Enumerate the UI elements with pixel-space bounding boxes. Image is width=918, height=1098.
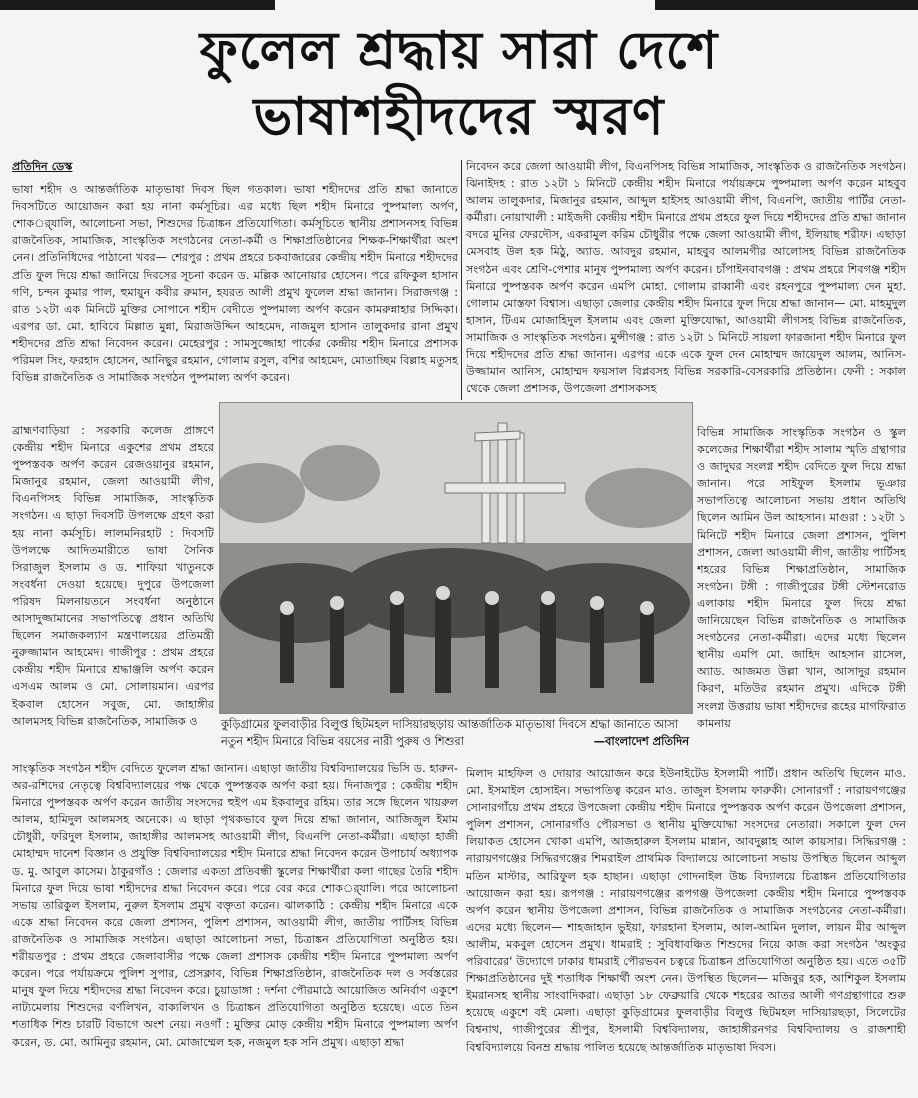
- photo-credit: —বাংলাদেশ প্রতিদিন: [593, 734, 689, 748]
- article-text-1: ভাষা শহীদ ও আন্তর্জাতিক মাতৃভাষা দিবস ছিল গতকাল। ভাষা শহীদদের প্রতি শ্রদ্ধা জানাতে দিবসটিতে আয়োজন করা হয় নানা কর্মসূচির। এর মধ্যে ছিল শহীদ মিনারে পুষ্পমাল্য অর্পণ, শোকর্‍্যালি, আলোচনা সভা, শিশুদের চিত্রাঙ্কন প্রতিযোগিতা। কর্মসূচিতে স্থানীয় প্রশাসনসহ বিভিন্ন রাজনৈতিক, সামাজিক, সাংস্কৃতিক সংগঠনের নেতা-কর্মী ও শিক্ষাপ্রতিষ্ঠানের শিক্ষক-শিক্ষার্থীরা অংশ নেন। প্রতিনিধিদের পাঠানো খবর— শেরপুর : প্রথম প্রহরে চকবাজারের কেন্দ্রীয় শহীদ মিনারে শহীদদের প্রতি ফুল দিয়ে শ্রদ্ধা জানিয়ে দিবসের সূচনা করেন ড. মল্লিক আনোয়ার হোসেন। পরে রফিকুল হাসান গণি, চন্দন কুমার পাল, হুমায়ুন কবীর রুমান, হযরত আলী প্রমুখ ফুলেল শ্রদ্ধা জানান। সিরাজগঞ্জ : রাত ১২টা এক মিনিটে মুক্তির সোপানে শহীদ বেদীতে পুষ্পমাল্য অর্পণ করেন কামরুন্নাহার সিদ্দিকা। এরপর ডা. মো. হাবিবে মিল্লাত মুন্না, মিরাজউদ্দিন আহমেদ, নাজমুল হাসান তালুকদার রানা প্রমুখ শহীদদের প্রতি শ্রদ্ধা নিবেদন করেন। মেহেরপুর : সামসুজ্জোহা পার্কের কেন্দ্রীয় শহীদ মিনারে প্রশাসক পরিমল সিং, ফরহাদ হোসেন, আনিছুর রহমান, গোলাম রসুল, বশির আহমেদ, মোতাচ্ছিম বিল্লাহ মতুসহ বিভিন্ন রাজনৈতিক ও সামাজিক সংগঠন পুষ্পমাল্য অর্পণ করেন।: [12, 183, 458, 385]
- article-column-left-bottom: [12, 760, 458, 1098]
- column-divider: [461, 160, 462, 400]
- article-column-right-bottom: [466, 765, 906, 1098]
- top-rule: [0, 0, 918, 14]
- photo-caption: [221, 716, 689, 750]
- news-photo: [219, 402, 693, 714]
- headline-line-1: ফুলেল শ্রদ্ধায় সারা দেশে: [199, 21, 719, 81]
- article-text-3: সাংস্কৃতিক সংগঠন শহীদ বেদিতে ফুলেল শ্রদ্ধা জানান। এছাড়া জাতীয় বিশ্ববিদ্যালয়ের ভিসি ড. হারুন-অর-রশিদের নেতৃত্বে বিশ্ববিদ্যালয়ের পক্ষ থেকে পুষ্পস্তবক অর্পণ করা হয়। দিনাজপুর : কেন্দ্রীয় শহীদ মিনারে পুষ্পস্তবক অর্পণ করেন জাতীয় সংসদের হুইপ এম ইকবালুর রহিম। তার সঙ্গে ছিলেন খায়রুল আলম, হামিদুল আলমসহ অনেকে। এ ছাড়া পৃথকভাবে ফুল দিয়ে শ্রদ্ধা জানান, আজিজুল ইমাম চৌধুরী, ফরিদুল ইসলাম, জাহাঙ্গীর আলমসহ আওয়ামী লীগ, বিএনপি নেতা-কর্মীরা। এছাড়া হাজী মোহাম্মদ দানেশ বিজ্ঞান ও প্রযুক্তি বিশ্ববিদ্যালয়ের শহীদ মিনারে শ্রদ্ধা নিবেদন করেন উপাচার্য অধ্যাপক ড. মু. আবুল কাসেম। ঠাকুরগাঁও : জেলার একতা প্রতিবন্ধী স্কুলের শিক্ষার্থীরা কলা গাছের তৈরি শহীদ মিনারে ফুল দিয়ে ভাষা শহীদদের শ্রদ্ধা নিবেদন করে। পরে বের করে শোকর্‍্যালি। পরে আলোচনা সভায় তারিকুল ইসলাম, নুরুল ইসলাম প্রমুখ বক্তৃতা করেন। ঝালকাঠি : কেন্দ্রীয় শহীদ মিনারে একে একে শ্রদ্ধা নিবেদন করে জেলা প্রশাসন, পুলিশ প্রশাসন, আওয়ামী লীগ, জাতীয় পার্টিসহ বিভিন্ন রাজনৈতিক ও সামাজিক সংগঠন। এছাড়া আলোচনা সভা, চিত্রাঙ্কন প্রতিযোগিতা অনুষ্ঠিত হয়। শরীয়তপুর : প্রথম প্রহরে জেলাবাসীর পক্ষে জেলা প্রশাসক কেন্দ্রীয় শহীদ মিনারে পুষ্পমাল্য অর্পণ করেন। পরে পর্যায়ক্রমে পুলিশ সুপার, প্রেসক্লাব, বিভিন্ন শিক্ষাপ্রতিষ্ঠান, রাজনৈতিক দল ও সর্বস্তরের মানুষ ফুল দিয়ে শহীদদের শ্রদ্ধা নিবেদন করে। চুয়াডাঙ্গা : দর্শনা পৌরমাঠে আয়োজিত অনির্বাণ একুশে নাট্যমেলায় শিশুদের বর্ণলিখন, বাক্যলিখন ও চিত্রাঙ্কন প্রতিযোগিতা অনুষ্ঠিত হয়েছে। এতে তিন শতাধিক শিশু চারটি বিভাগে অংশ নেয়। নওগাঁ : মুক্তির মোড় কেন্দ্রীয় শহীদ মিনারে পুষ্পমাল্য অর্পণ করেন, ড. মো. আমিনুর রহমান, মো. মোজাম্মেল হক, নজমুল হক সনি প্রমুখ। এছাড়া শ্রদ্ধা: [12, 762, 458, 1049]
- crowd-at-shaheed-minar-image: [220, 403, 692, 713]
- headline-line-2: ভাষাশহীদদের স্মরণ: [253, 87, 665, 147]
- article-text-6: মিলাদ মাহফিল ও দোয়ার আয়োজন করে ইউনাইটেড ইসলামী পার্টি। প্রধান অতিথি ছিলেন মাও. মো. ইসমাইল হোসাইন। সভাপতিত্ব করেন মাও. তাজুল ইসলাম ফারুকী। সোনারগাঁ : নারায়ণগঞ্জের সোনারগাঁয়ে প্রথম প্রহরে উপজেলা কেন্দ্রীয় শহীদ মিনারে পুষ্পস্তবক অর্পণ করেন উপজেলা প্রশাসন, পুলিশ প্রশাসন, সোনারগাঁও পৌরসভা ও স্থানীয় মুক্তিযোদ্ধা সংসদের নেতারা। সকালে ফুল দেন লিয়াকত হোসেন খোকা এমপি, আজহারুল ইসলাম মান্নান, আবদুল্লাহ আল কায়সার। সিদ্ধিরগঞ্জ : নারায়ণগঞ্জের সিদ্ধিরগঞ্জের শিমরাইল প্রাথমিক বিদ্যালয়ে আলোচনা সভায় উপস্থিত ছিলেন আব্দুল মতিন মাস্টার, আরিফুল হক হাছান। এছাড়া গোদনাইল উচ্চ বিদ্যালয়ে চিত্রাঙ্কন প্রতিযোগিতার আয়োজন করা হয়। রূপগঞ্জ : নারায়ণগঞ্জের রূপগঞ্জ উপজেলা কেন্দ্রীয় শহীদ মিনারে পুষ্পস্তবক অর্পণ করেন স্থানীয় উপজেলা প্রশাসন, বিভিন্ন রাজনৈতিক ও সামাজিক সংগঠনের নেতা-কর্মীরা। এদের মধ্যে ছিলেন— শাহজাহান ভুইয়া, ফারহানা ইসলাম, আল-আমিন দুলাল, লায়ন মীর আব্দুল আলীম, মকবুল হোসেন প্রমুখ। ধামরাই : সুবিধাবঞ্চিত শিশুদের নিয়ে কাজ করা সংগঠন 'অংকুর পরিবারের' উদ্যোগে ঢাকার ধামরাই পৌরভবন চত্বরে চিত্রাঙ্কন প্রতিযোগিতা অনুষ্ঠিত হয়। এতে ৩৫টি শিক্ষাপ্রতিষ্ঠানের দুই শতাধিক শিক্ষার্থী অংশ নেন। উপস্থিত ছিলেন— মজিবুর হক, আশিকুল ইসলাম ইমরানসহ স্থানীয় সাংবাদিকরা। এছাড়া ১৮ ফেব্রুয়ারি থেকে শহরের আতর আলী গণগ্রন্থাগারে শুরু হয়েছে একুশে বই মেলা। এছাড়া কুড়িগ্রামের ফুলবাড়ীর বিলুপ্ত ছিটমহল দাসিয়ারছড়া, সিলেটের বিশ্বনাথ, গাজীপুরের শ্রীপুর, ইসলামী বিশ্ববিদ্যালয়, জাহাঙ্গীরনগর বিশ্ববিদ্যালয় ও রাজশাহী বিশ্ববিদ্যালয়ে বিনম্র শ্রদ্ধায় পালিত হয়েছে আন্তর্জাতিক মাতৃভাষা দিবস।: [466, 767, 906, 1054]
- dateline: প্রতিদিন ডেস্ক: [12, 160, 73, 173]
- article-column-right-mid: [697, 424, 906, 764]
- article-column-right-top: [466, 158, 906, 424]
- article-text-5: বিভিন্ন সামাজিক সাংস্কৃতিক সংগঠন ও স্কুল কলেজের শিক্ষার্থীরা শহীদ সালাম স্মৃতি গ্রন্থাগার ও জাদুঘর সংলগ্ন শহীদ বেদিতে ফুল দিয়ে শ্রদ্ধা জানান। পরে সাইফুল ইসলাম ভূঞার সভাপতিত্বে আলোচনা সভায় প্রধান অতিথি ছিলেন আমিন উল আহসান। মাগুরা : ১২টা ১ মিনিটে শহীদ মিনারে জেলা প্রশাসন, পুলিশ প্রশাসন, জেলা আওয়ামী লীগ, জাতীয় পার্টিসহ শহরের বিভিন্ন শিক্ষাপ্রতিষ্ঠান, সামাজিক সংগঠন। টঙ্গী : গাজীপুরের টঙ্গী স্টেশনরোড এলাকায় শহীদ মিনারে ফুল দিয়ে শ্রদ্ধা জানিয়েছেন বিভিন্ন রাজনৈতিক ও সামাজিক সংগঠনের নেতা-কর্মীরা। এদের মধ্যে ছিলেন স্থানীয় এমপি মো. জাহিদ আহসান রাসেল, অ্যাড. আজমত উল্লা খান, আসাদুর রহমান কিরণ, মতিউর রহমান প্রমুখ। এদিকে টঙ্গী সংলগ্ন উত্তরায় ভাষা শহীদদের রূহের মাগফিরাত কামনায়: [697, 426, 906, 730]
- article-text-4: নিবেদন করে জেলা আওয়ামী লীগ, বিএনপিসহ বিভিন্ন সামাজিক, সাংস্কৃতিক ও রাজনৈতিক সংগঠন। ঝিনাইদহ : রাত ১২টা ১ মিনিটে কেন্দ্রীয় শহীদ মিনারে পর্যায়ক্রমে পুষ্পমাল্য অর্পণ করেন মাহবুব আলম তালুকদার, মিজানুর রহমান, আব্দুল হাইসহ আওয়ামী লীগ, বিএনপি, জাতীয় পার্টির নেতা-কর্মীরা। নোয়াখালী : মাইজদী কেন্দ্রীয় শহীদ মিনারে প্রথম প্রহরে ফুল দিয়ে শহীদদের প্রতি শ্রদ্ধা জানান বদরে মুনির ফেরদৌস, একরামুল করিম চৌধুরীর পক্ষে জেলা আওয়ামী লীগ, ইলিয়াছ শরীফ। এছাড়া মেসবাহ উল হক মিঠু, অ্যাড. আবদুর রহমান, মাহবুব আলমগীর আলোসহ বিভিন্ন রাজনৈতিক সংগঠন এবং শ্রেণি-পেশার মানুষ পুষ্পমাল্য অর্পণ করেন। চাঁপাইনবাবগঞ্জ : প্রথম প্রহরে শিবগঞ্জ শহীদ মিনারে পুষ্পস্তবক অর্পণ করেন এমপি মোহা. গোলাম রাব্বানী এবং রহনপুরে পুষ্পমাল্য দেন মুহা. গোলাম মোস্তফা বিশ্বাস। এছাড়া জেলার কেন্দ্রীয় শহীদ মিনারে ফুল দিয়ে শ্রদ্ধা জানান— মো. মাহমুদুল হাসান, টিএম মোজাহিদুল ইসলাম এবং জেলা মুক্তিযোদ্ধা, আওয়ামী লীগসহ বিভিন্ন রাজনৈতিক, সামাজিক ও সাংস্কৃতিক সংগঠন। মুন্সীগঞ্জ : রাত ১২টা ১ মিনিটে সায়লা ফারজানা শহীদ মিনারে ফুল দিয়ে শহীদদের প্রতি শ্রদ্ধা জানান। এরপর একে একে ফুল দেন মোহাম্মদ জায়েদুল আলম, আনিস-উজ্জামান আনিস, মোহাম্মদ ফয়সাল বিপ্লবসহ বিভিন্ন সরকারি-বেসরকারি প্রতিষ্ঠান। ফেনী : সকাল থেকে জেলা প্রশাসক, উপজেলা প্রশাসকসহ: [466, 160, 906, 396]
- article-text-2: ব্রাহ্মণবাড়িয়া : সরকারি কলেজ প্রাঙ্গণে কেন্দ্রীয় শহীদ মিনারে একুশের প্রথম প্রহরে পুষ্পস্তবক অর্পণ করেন রেজওয়ানুর রহমান, মিজানুর রহমান, জেলা আওয়ামী লীগ, বিএনপিসহ বিভিন্ন সামাজিক, সাংস্কৃতিক সংগঠন। এ ছাড়া দিবসটি উপলক্ষে গ্রহণ করা হয় নানা কর্মসূচি। লালমনিরহাট : দিবসটি উপলক্ষে আদিতমারীতে ভাষা সৈনিক সিরাজুল ইসলাম ও ড. শাফিয়া খাতুনকে সংবর্ধনা দেওয়া হয়েছে। দুপুরে উপজেলা পরিষদ মিলনায়তনে সংবর্ধনা অনুষ্ঠানে আসাদুজ্জামানের সভাপতিত্বে প্রধান অতিথি ছিলেন সমাজকল্যাণ মন্ত্রণালয়ের প্রতিমন্ত্রী নুরুজ্জামান আহমেদ। গাজীপুর : প্রথম প্রহরে কেন্দ্রীয় শহীদ মিনারে শ্রদ্ধাঞ্জলি অর্পণ করেন এসএম আলম ও মো. সোলায়মান। এরপর ইকবাল হোসেন সবুজ, মো. জাহাঙ্গীর আলমসহ বিভিন্ন রাজনৈতিক, সামাজিক ও: [12, 424, 214, 727]
- article-column-left-top: [12, 158, 458, 386]
- article-column-left-mid: [12, 422, 214, 727]
- headline: [0, 18, 918, 150]
- photo-caption-text: কুড়িগ্রামের ফুলবাড়ীর বিলুপ্ত ছিটমহল দাসিয়ারছড়ায় আন্তর্জাতিক মাতৃভাষা দিবসে শ্রদ্ধা জানাতে আসা নতুন শহীদ মিনারে বিভিন্ন বয়সের নারী পুরুষ ও শিশুরা: [221, 717, 679, 748]
